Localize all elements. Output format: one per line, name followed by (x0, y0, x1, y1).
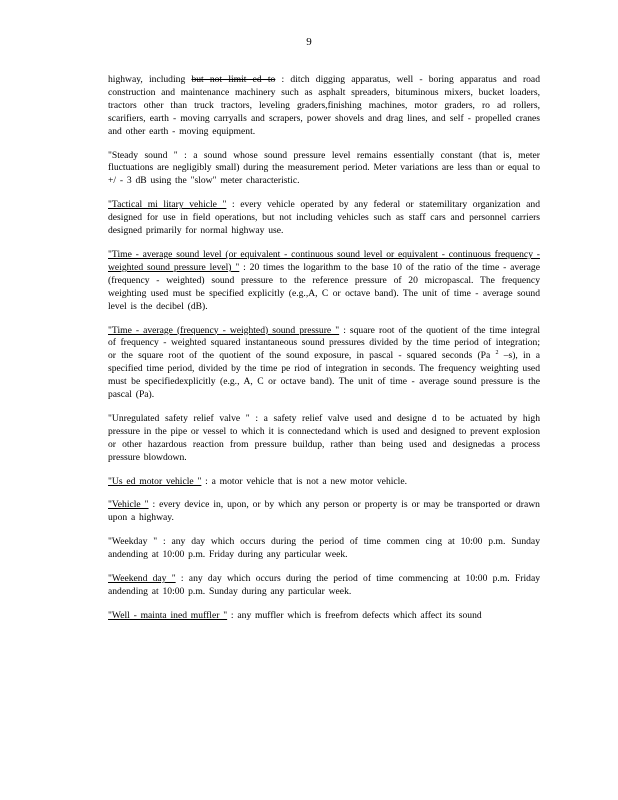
document-body (108, 74, 540, 634)
definition-body: : any muffler which is freefrom defects which affect its sound (227, 609, 482, 621)
definition-term: "Unregulated safety relief valve " (108, 412, 250, 424)
definition-time-average-sound-pressure (108, 325, 540, 402)
definition-body: : any day which occurs during the period of time commen cing at 10:00 p.m. Sunday andending at 10:00 p.m. Friday during any particular week. (108, 536, 540, 561)
definition-term: "Us ed motor vehicle " (108, 475, 202, 487)
definition-body-continued: –s), in a specified time period, divided by the time pe riod of integration in seconds. The frequency weighting used must be specifiedexplicitly (e.g., A, C or octave band). The unit of time - average sound pressure is the pascal (Pa). (108, 350, 540, 401)
definition-well-maintained-muffler (108, 610, 540, 623)
definition-unregulated-safety-relief-valve (108, 413, 540, 465)
struck-text: but not limit ed to (191, 74, 276, 85)
definition-body: : a motor vehicle that is not a new motor vehicle. (201, 475, 407, 487)
definition-body: : 20 times the logarithm to the base 10 of the ratio of the time - average (frequency - weighted) sound pressure to the reference pressure of 20 micropascal. The frequency weighting used must be specified explicitly (e.g.,A, C or octave band). The unit of time - average sound level is the decibel (dB). (108, 261, 540, 312)
definition-tactical-military-vehicle (108, 199, 540, 238)
definition-term: "Well - mainta ined muffler " (108, 609, 228, 621)
definition-vehicle (108, 499, 540, 525)
definition-term: "Tactical mi litary vehicle " (108, 199, 227, 211)
definition-body: : a sound whose sound pressure level remains essentially constant (that is, meter fluctuations are negligibly small) during the measurement period. Meter variations are less than or equal to +/ - 3 dB using the "slow" meter characteristic. (108, 149, 541, 187)
definition-body: : every device in, upon, or by which any person or property is or may be transported or drawn upon a highway. (108, 499, 540, 524)
paragraph-vehicle-equipment-list (108, 74, 540, 139)
definition-body: : a safety relief valve used and designe d to be actuated by high pressure in the pipe or vessel to which it is connectedand which is used and designed to prevent explosion or other hazardous reaction from pressure buildup, rather than being used and designedas a process pressure blowdown. (108, 412, 540, 463)
definition-weekday (108, 536, 540, 562)
definition-term: "Time - average sound level (or equivalent - continuous sound level or equivalent - continuous frequency - weighted sound pressure level) " (108, 248, 540, 273)
paragraph-text-lead: highway, including (108, 74, 192, 85)
superscript: 2 (495, 350, 499, 357)
definition-steady-sound (108, 150, 540, 189)
definition-used-motor-vehicle (108, 476, 540, 489)
definition-body: : any day which occurs during the period of time commencing at 10:00 p.m. Friday andending at 10:00 p.m. Sunday during any particular week. (108, 573, 540, 597)
definition-term: "Vehicle " (108, 499, 149, 511)
definition-time-average-sound-level (108, 249, 540, 314)
definition-body: : every vehicle operated by any federal or statemilitary organization and designed for use in field operations, but not including vehicles such as staff cars and personnel carriers designed primarily for normal highway use. (108, 199, 540, 237)
paragraph-text: : ditch digging apparatus, well - boring apparatus and road construction and maintenance machinery such as asphalt spreaders, bituminous mixers, bucket loaders, tractors other than truck tractors, leveling graders,finishing machines, motor graders, ro ad rollers, scarifiers, earth - moving carryalls and scrapers, power shovels and drag lines, and self - propelled cranes and other earth - moving equipment. (108, 74, 540, 137)
page-number: 9 (306, 36, 312, 48)
definition-term: "Weekday " (108, 536, 158, 548)
definition-term: "Time - average (frequency - weighted) sound pressure " (108, 324, 340, 336)
definition-term: "Weekend day " (108, 573, 176, 585)
definition-body: : square root of the quotient of the time integral of frequency - weighted squared instantaneous sound pressures divided by the time period of integration; or the square root of the quotient of the sound exposure, in pascal - squared seconds (Pa (108, 324, 540, 362)
definition-term: "Steady sound " (108, 149, 178, 161)
definition-weekend-day (108, 573, 540, 599)
